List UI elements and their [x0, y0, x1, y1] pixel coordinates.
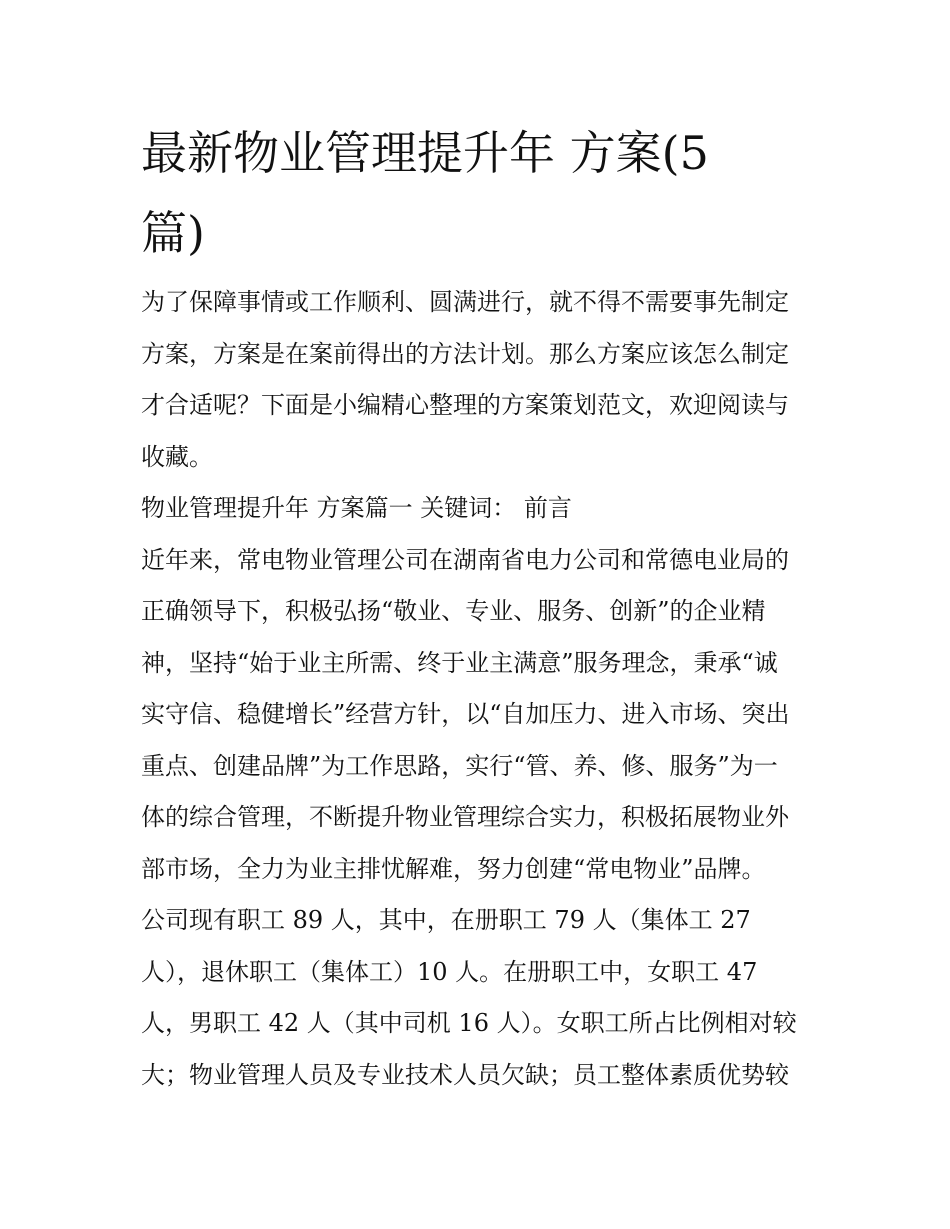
title-line-2: 篇)	[141, 206, 205, 260]
document-title	[141, 113, 801, 273]
body-line: 近年来，常电物业管理公司在湖南省电力公司和常德电业局的	[141, 545, 789, 574]
body-line: 收藏。	[141, 442, 213, 471]
body-line: 为了保障事情或工作顺利、圆满进行，就不得不需要事先制定	[141, 288, 789, 316]
body-line: 正确领导下，积极弘扬“敬业、专业、服务、创新”的企业精	[141, 597, 766, 625]
body-line: 人，男职工 42 人（其中司机 16 人）。女职工所占比例相对较	[141, 1009, 797, 1037]
body-line: 方案，方案是在案前得出的方法计划。那么方案应该怎么制定	[141, 339, 789, 368]
body-line: 才合适呢？下面是小编精心整理的方案策划范文，欢迎阅读与	[141, 391, 789, 419]
section-heading-line: 物业管理提升年 方案篇一 关键词： 前言	[141, 494, 572, 522]
body-line: 公司现有职工 89 人，其中，在册职工 79 人（集体工 27	[141, 906, 751, 934]
body-line: 神，坚持“始于业主所需、终于业主满意”服务理念，秉承“诚	[141, 648, 778, 677]
body-line: 体的综合管理，不断提升物业管理综合实力，积极拓展物业外	[141, 803, 789, 831]
body-line: 重点、创建品牌”为工作思路，实行“管、养、修、服务”为一	[141, 751, 778, 780]
body-line: 实守信、稳健增长”经营方针，以“自加压力、进入市场、突出	[141, 700, 790, 728]
title-line-1: 最新物业管理提升年 方案(5	[141, 126, 709, 180]
body-line: 部市场，全力为业主排忧解难，努力创建“常电物业”品牌。	[141, 854, 766, 883]
body-line: 人），退休职工（集体工）10 人。在册职工中，女职工 47	[141, 957, 758, 986]
body-line: 大；物业管理人员及专业技术人员欠缺；员工整体素质优势较	[141, 1060, 789, 1089]
document-body	[141, 277, 821, 1101]
